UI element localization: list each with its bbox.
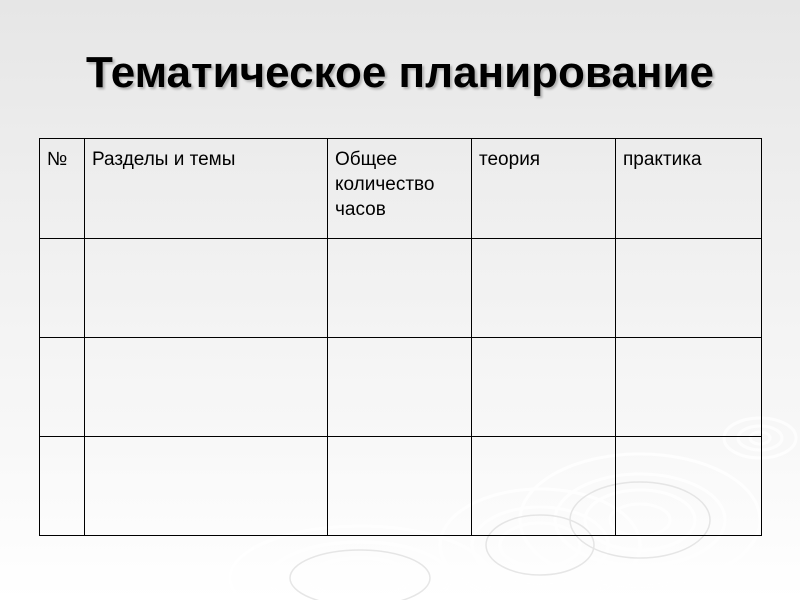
table-cell — [85, 338, 328, 437]
table-cell — [616, 437, 762, 536]
column-header-theory: теория — [472, 139, 616, 239]
table-cell — [85, 239, 328, 338]
table-cell — [472, 338, 616, 437]
table-cell — [85, 437, 328, 536]
table-cell — [328, 239, 472, 338]
table-cell — [328, 437, 472, 536]
table-row — [40, 338, 762, 437]
table-row — [40, 239, 762, 338]
table-cell — [472, 239, 616, 338]
table-cell — [40, 338, 85, 437]
table-cell — [616, 338, 762, 437]
planning-table — [39, 138, 762, 536]
table-header-row — [40, 139, 762, 239]
page-title: Тематическое планирование — [86, 48, 714, 97]
table-row — [40, 437, 762, 536]
column-header-sections-topics: Разделы и темы — [85, 139, 328, 239]
table-cell — [40, 437, 85, 536]
table-cell — [328, 338, 472, 437]
table-cell — [472, 437, 616, 536]
table-cell — [40, 239, 85, 338]
column-header-number: № — [40, 139, 85, 239]
table-cell — [616, 239, 762, 338]
column-header-total-hours: Общее количество часов — [328, 139, 472, 239]
column-header-practice: практика — [616, 139, 762, 239]
